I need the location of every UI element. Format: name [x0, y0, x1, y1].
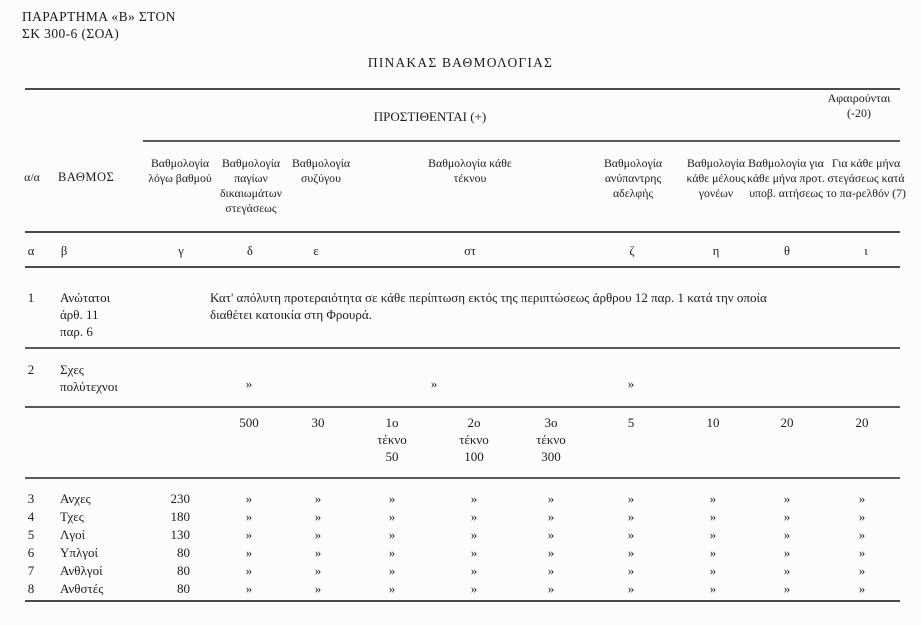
priority-note-line2: διαθέτει κατοικία στη Φρουρά.	[210, 307, 372, 322]
value-spouse: 30	[311, 415, 325, 430]
col-letter-epsilon: ε	[313, 244, 319, 258]
ditto-mark: »	[470, 581, 478, 596]
group-header-subtracted-line2: (-20)	[847, 106, 871, 120]
value-second-child	[450, 414, 498, 465]
ditto-mark: »	[470, 509, 478, 524]
ditto-mark: »	[547, 491, 555, 506]
row-number: 3	[27, 491, 35, 506]
ditto-mark: »	[430, 376, 438, 391]
ditto-mark: »	[314, 545, 322, 560]
rank-cell	[60, 289, 152, 340]
ditto-mark: »	[709, 563, 717, 578]
table-row-7	[0, 563, 921, 581]
ditto-mark: »	[314, 491, 322, 506]
ditto-mark: »	[627, 563, 635, 578]
ditto-mark: »	[709, 491, 717, 506]
col-letter-stigma: στ	[464, 244, 476, 258]
rank-cell: Τχες	[60, 509, 84, 524]
ditto-mark: »	[627, 545, 635, 560]
header-bottom-rule	[25, 231, 900, 233]
ditto-mark: »	[783, 491, 791, 506]
rank-line-1: Σχες	[60, 362, 84, 377]
ditto-mark: »	[547, 509, 555, 524]
table-top-rule	[25, 88, 900, 90]
ditto-mark: »	[709, 509, 717, 524]
letters-bottom-rule	[25, 266, 900, 268]
rank-line-2: πολύτεχνοι	[60, 379, 118, 394]
ditto-mark: »	[627, 491, 635, 506]
rank-score: 80	[177, 563, 190, 578]
ditto-mark: »	[470, 563, 478, 578]
col-header-unmarried-sister: Βαθμολογία ανύπαντρης αδελφής	[603, 156, 663, 200]
ditto-mark: »	[245, 581, 253, 596]
ditto-mark: »	[858, 509, 866, 524]
row1-bottom-rule	[25, 347, 900, 349]
ditto-mark: »	[627, 581, 635, 596]
rank-cell: Ανθστές	[60, 581, 104, 596]
group-header-rule	[143, 140, 900, 142]
value-unmarried-sister: 5	[627, 415, 635, 430]
ditto-mark: »	[858, 581, 866, 596]
table-bottom-rule	[25, 600, 900, 602]
ditto-mark: »	[783, 527, 791, 542]
rank-cell	[60, 361, 152, 395]
ditto-mark: »	[709, 581, 717, 596]
priority-note	[210, 289, 870, 323]
page-title: ΠΙΝΑΚΑΣ ΒΑΘΜΟΛΟΓΙΑΣ	[367, 55, 554, 70]
group-header-subtracted	[813, 91, 905, 121]
col-letter-delta: δ	[247, 244, 253, 258]
ditto-mark: »	[245, 545, 253, 560]
ditto-mark: »	[245, 563, 253, 578]
ditto-mark: »	[314, 563, 322, 578]
col-header-past-housing-months: Για κάθε μήνα στεγάσεως κατά το πα-ρελθόν (7)	[826, 156, 906, 200]
ditto-mark: »	[470, 491, 478, 506]
col-letter-gamma: γ	[178, 244, 184, 258]
col-letter-alpha: α	[27, 244, 35, 258]
ditto-mark: »	[245, 527, 253, 542]
col-header-each-child: Βαθμολογία κάθε τέκνου	[428, 156, 512, 185]
value-third-child	[527, 414, 575, 465]
ditto-mark: »	[709, 545, 717, 560]
row-number: 6	[27, 545, 35, 560]
ditto-mark: »	[783, 545, 791, 560]
table-row-4	[0, 509, 921, 527]
col-letter-beta: β	[60, 244, 68, 258]
rank-score: 230	[170, 491, 190, 506]
ditto-mark: »	[314, 581, 322, 596]
ditto-mark: »	[245, 509, 253, 524]
second-child-ordinal: 2ο	[467, 415, 481, 430]
second-child-word: τέκνο	[459, 432, 489, 447]
ditto-mark: »	[245, 491, 253, 506]
rank-line-2: άρθ. 11	[60, 307, 99, 322]
ditto-mark: »	[388, 527, 396, 542]
rank-cell: Λγοί	[60, 527, 86, 542]
value-first-child	[368, 414, 416, 465]
value-parent-member: 10	[706, 415, 720, 430]
col-letter-iota: ι	[864, 244, 868, 258]
row-number: 7	[27, 563, 35, 578]
ditto-mark: »	[709, 527, 717, 542]
col-letter-eta: η	[712, 244, 720, 258]
table-row-8	[0, 581, 921, 599]
ditto-mark: »	[314, 527, 322, 542]
ditto-mark: »	[858, 491, 866, 506]
col-header-index: α/α	[24, 170, 40, 184]
priority-note-line1: Κατ' απόλυτη προτεραιότητα σε κάθε περίπτωση εκτός της περιπτώσεως άρθρου 12 παρ. 1 κατά την οποία	[210, 290, 767, 305]
row-number: 4	[27, 509, 35, 524]
group-header-added: ΠΡΟΣΤΙΘΕΝΤΑΙ (+)	[373, 109, 487, 124]
rank-score: 130	[170, 527, 190, 542]
rank-cell: Ανχες	[60, 491, 91, 506]
ditto-mark: »	[783, 509, 791, 524]
ditto-mark: »	[245, 376, 253, 391]
col-header-rank: ΒΑΘΜΟΣ	[58, 170, 115, 184]
rank-score: 80	[177, 545, 190, 560]
ditto-mark: »	[388, 509, 396, 524]
ditto-mark: »	[858, 527, 866, 542]
first-child-points: 50	[385, 449, 399, 464]
col-header-months-since-application: Βαθμολογία για κάθε μήνα προτ. υποβ. αιτήσεως	[747, 156, 825, 200]
col-letter-zeta: ζ	[629, 244, 635, 258]
third-child-word: τέκνο	[536, 432, 566, 447]
col-letter-theta: θ	[784, 244, 790, 258]
col-header-fixed-housing-rights: Βαθμολογία παγίων δικαιωμάτων στεγάσεως	[219, 156, 283, 215]
group-header-subtracted-line1: Αφαιρούνται	[827, 91, 891, 105]
ditto-mark: »	[388, 563, 396, 578]
rank-score: 80	[177, 581, 190, 596]
rank-line-1: Ανώτατοι	[60, 290, 111, 305]
ditto-mark: »	[388, 491, 396, 506]
ditto-mark: »	[547, 563, 555, 578]
ditto-mark: »	[470, 527, 478, 542]
rank-cell: Υπλγοί	[60, 545, 98, 560]
table-row-3	[0, 491, 921, 509]
ditto-mark: »	[547, 527, 555, 542]
second-child-points: 100	[464, 449, 484, 464]
ditto-mark: »	[783, 563, 791, 578]
annex-heading	[22, 8, 176, 42]
row-number: 1	[27, 290, 35, 305]
third-child-points: 300	[541, 449, 561, 464]
first-child-ordinal: 1ο	[385, 415, 399, 430]
value-fixed-housing: 500	[239, 415, 259, 430]
table-row-6	[0, 545, 921, 563]
ditto-mark: »	[627, 376, 635, 391]
table-row-5	[0, 527, 921, 545]
value-month-application: 20	[780, 415, 794, 430]
ditto-mark: »	[388, 545, 396, 560]
ditto-mark: »	[858, 563, 866, 578]
col-header-score-by-rank: Βαθμολογία λόγω βαθμού	[148, 156, 212, 185]
ditto-mark: »	[783, 581, 791, 596]
ditto-mark: »	[470, 545, 478, 560]
row-number: 2	[27, 362, 35, 377]
first-child-word: τέκνο	[377, 432, 407, 447]
ditto-mark: »	[547, 545, 555, 560]
rank-score: 180	[170, 509, 190, 524]
rank-line-3: παρ. 6	[60, 324, 93, 339]
rank-cell: Ανθλγοί	[60, 563, 103, 578]
ditto-mark: »	[627, 509, 635, 524]
ditto-mark: »	[388, 581, 396, 596]
row-number: 8	[27, 581, 35, 596]
annex-line-1: ΠΑΡΑΡΤΗΜΑ «Β» ΣΤΟΝ	[22, 9, 176, 24]
col-header-spouse: Βαθμολογία συζύγου	[291, 156, 351, 185]
values-bottom-rule	[25, 477, 900, 479]
ditto-mark: »	[627, 527, 635, 542]
ditto-mark: »	[858, 545, 866, 560]
row-number: 5	[27, 527, 35, 542]
annex-line-2: ΣΚ 300-6 (ΣΟΑ)	[22, 26, 120, 41]
ditto-mark: »	[547, 581, 555, 596]
col-header-each-parent-member: Βαθμολογία κάθε μέλους γονέων	[686, 156, 746, 200]
ditto-mark: »	[314, 509, 322, 524]
value-month-past-housing: 20	[855, 415, 869, 430]
third-child-ordinal: 3ο	[544, 415, 558, 430]
row2-bottom-rule	[25, 406, 900, 408]
